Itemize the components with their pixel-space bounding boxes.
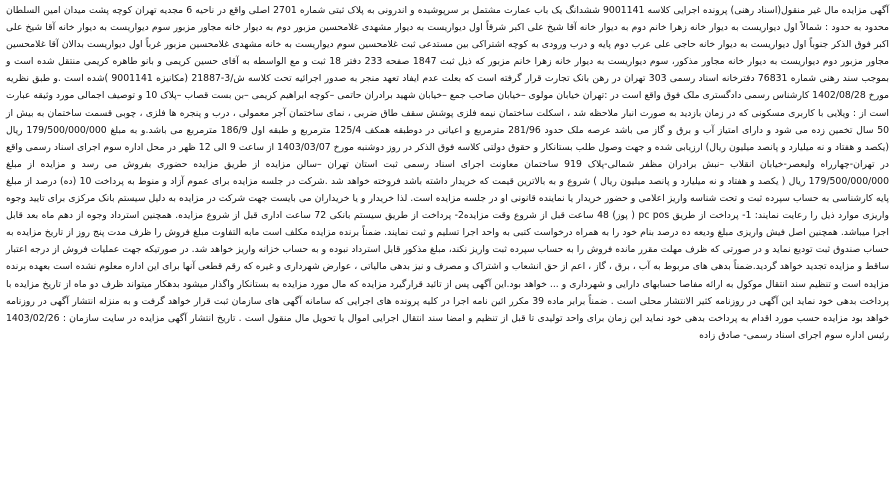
notice-body-text: آگهی مزایده مال غیر منقول(اسناد رهنی) پرونده اجرایی کلاسه 9001141 ششدانگ یک باب عمارت مشتمل بر سرپوشیده و اندرونی به پلاک ثبتی شماره 2701 اصلی واقع در ناحیه 6 مجدیه تهران کوچه پشت میدان امین السلطان محدود به حدود : شمالاً اول دیواریست به دیوار خانه زهرا خانم دوم به دیوار خانه آقا شیخ علی اکبر شرقاً اول دیواریست به دیوار مشهدی غلامحسین مزبور دوم به دیوار خانه مجاور مزبور سوم دیواریست به دیوار خانه آقا شیخ علی اکبر فوق الذکر جنوباً اول دیواریست به دیوار خانه حاجی علی عرب دوم پایه و درب ورودی به کوچه اشتراکی بین مستدعی ثبت غلامحسین سوم دیواریست به خانه مشهدی غلامحسین مزبور غرباً اول دیواریست بدالان آقا غلامحسین مجاور مزبور دوم دیواریست به دیوار خانه مجاور مذکور، سوم دیواریست به دیوار خانه زهرا خانم مزبور که ذیل ثبت 1847 صفحه 233 دفتر 18 ثبت و مع الواسطه به آقای حسین کریمی و بانو طاهره کریمی منتقل شده است و بموجب سند رهنی شماره 76831 دفترخانه اسناد رسمی 303 تهران در رهن بانک تجارت قرار گرفته است که بعلت عدم ایفاد تعهد منجر به صدور اجرائیه تحت کلاسه ش/3-21887 (مکانیزه 9001141 )شده است .و طبق نظریه مورخ 1402/08/28 کارشناس رسمی دادگستری ملک فوق واقع است در :تهران خیابان مولوی –خیابان صاحب جمع –خیابان شهید برادران حاتمی –کوچه ابراهیم کریمی –بن بست قصاب –پلاک 10 و توصیف اجمالی مورد وثیقه عبارت است از : ویلایی با کاربری مسکونی که در زمان بازدید به صورت انبار ملاحظه شد ، اسکلت ساختمان نیمه فلزی پوشش سقف طاق ضربی ، نمای ساختمان آجر معمولی ، درب و پنجره ها فلزی ، چوبی قسمت ساختمان به بیش از 50 سال تخمین زده می شود و دارای امتیاز آب و برق و گاز می باشد عرصه ملک حدود 281/96 مترمربع و اعیانی در دوطبقه همکف 125/4 مترمربع و طبقه اول 186/9 مترمربع می باشد.و به مبلغ 179/500/000/000 ریال (یکصد و هفتاد و نه میلیارد و پانصد میلیون ریال) ارزیابی شده و جهت وصول طلب بستانکار و حقوق دولتی کلاسه فوق الذکر در روز دوشنبه مورخ 1403/03/07 از ساعت 9 الی 12 ظهر در محل اداره سوم اجرای اسناد رسمی واقع در تهران-چهارراه ولیعصر-خیابان انقلاب –نبش برادران مظفر شمالی-پلاک 919 ساختمان معاونت اجرای اسناد رسمی ثبت استان تهران –سالن مزایده از طریق مزایده حضوری بفروش می رسد و مزایده از مبلغ 179/500/000/000 ریال ( یکصد و هفتاد و نه میلیارد و پانصد میلیون ریال ) شروع و به بالاترین قیمت که خریدار داشته باشد فروخته خواهد شد .شرکت در جلسه مزایده برای عموم آزاد و منوط به پرداخت 10 (ده) درصد از مبلغ پایه کارشناسی به حساب سپرده ثبت و تحت شناسه واریز اعلامی و حضور خریدار یا نماینده قانونی او در جلسه مزایده است. لذا خریدار و یا خریداران می بایست جهت شرکت در مزایده به دلیل سیستم بانک مرکزی برای تایید وجوه واریزی موارد ذیل را رعایت نمایند: 1- پرداخت از طریق pc pos ( پوز) 48 ساعت قبل از شروع وقت مزایده2- پرداخت از طریق سیستم بانکی 72 ساعت اداری قبل از شروع مزایده. همچنین استرداد وجوه از دهم ماه بعد قابل اجرا میباشد. همچنین اصل فیش واریزی مبلغ ودیعه ده درصد بنام خود را به همراه درخواست کتبی به واحد اجرا تسلیم و ثبت نمایند. ضمناً برنده مزایده مکلف است مابه التفاوت مبلغ فروش را ظرف مدت پنج روز از تاریخ مزایده به حساب صندوق ثبت تودیع نماید و در صورتی که ظرف مهلت مقرر مانده فروش را به حساب سپرده ثبت واریز نکند، مبلغ مذکور قابل استرداد نبوده و به حساب خزانه واریز خواهد شد. در صورتیکه جهت عملیات فروش از درجه اعتبار ساقط و مزایده تجدید خواهد گردید.ضمناً بدهی های مربوط به آب ، برق ، گاز ، اعم از حق انشعاب و اشتراک و مصرف و نیز بدهی مالیاتی ، عوارض شهرداری و غیره که رقم قطعی آنها برای این اداره معلوم نشده است بعهده برنده مزایده است و تنظیم سند انتقال موکول به ارائه مفاصا حسابهای دارایی و شهرداری و ... خواهد بود.این آگهی پس از تائید قرارگیرد مزایده که مال مورد مزایده به بستانکار واگذار میشود بدهکار میتواند ظرف دو ماه از تاریخ مزایده با پرداخت بدهی خود نماید این آگهی در روزنامه کثیر الانتشار محلی است . ضمناً برابر ماده 39 مکرر ائین نامه اجرا در کلیه پرونده های اجرایی که سامانه آگهی های سازمان ثبت قرار خواهد گرفت و به منزله انتشار آگهی در روزنامه خواهد بود مزایده حسب مورد اقدام به پرداخت بدهی خود نماید این زمان برای واحد تولیدی تا قبل از تنظیم و امضا سند انتقال اجرایی اموال یا تحویل مال منقول است . تاریخ انتشار آگهی مزایده در سایت سازمان : 1403/02/26 رئیس اداره سوم اجرای اسناد رسمی- صادق زاده — [6, 5, 890, 341]
